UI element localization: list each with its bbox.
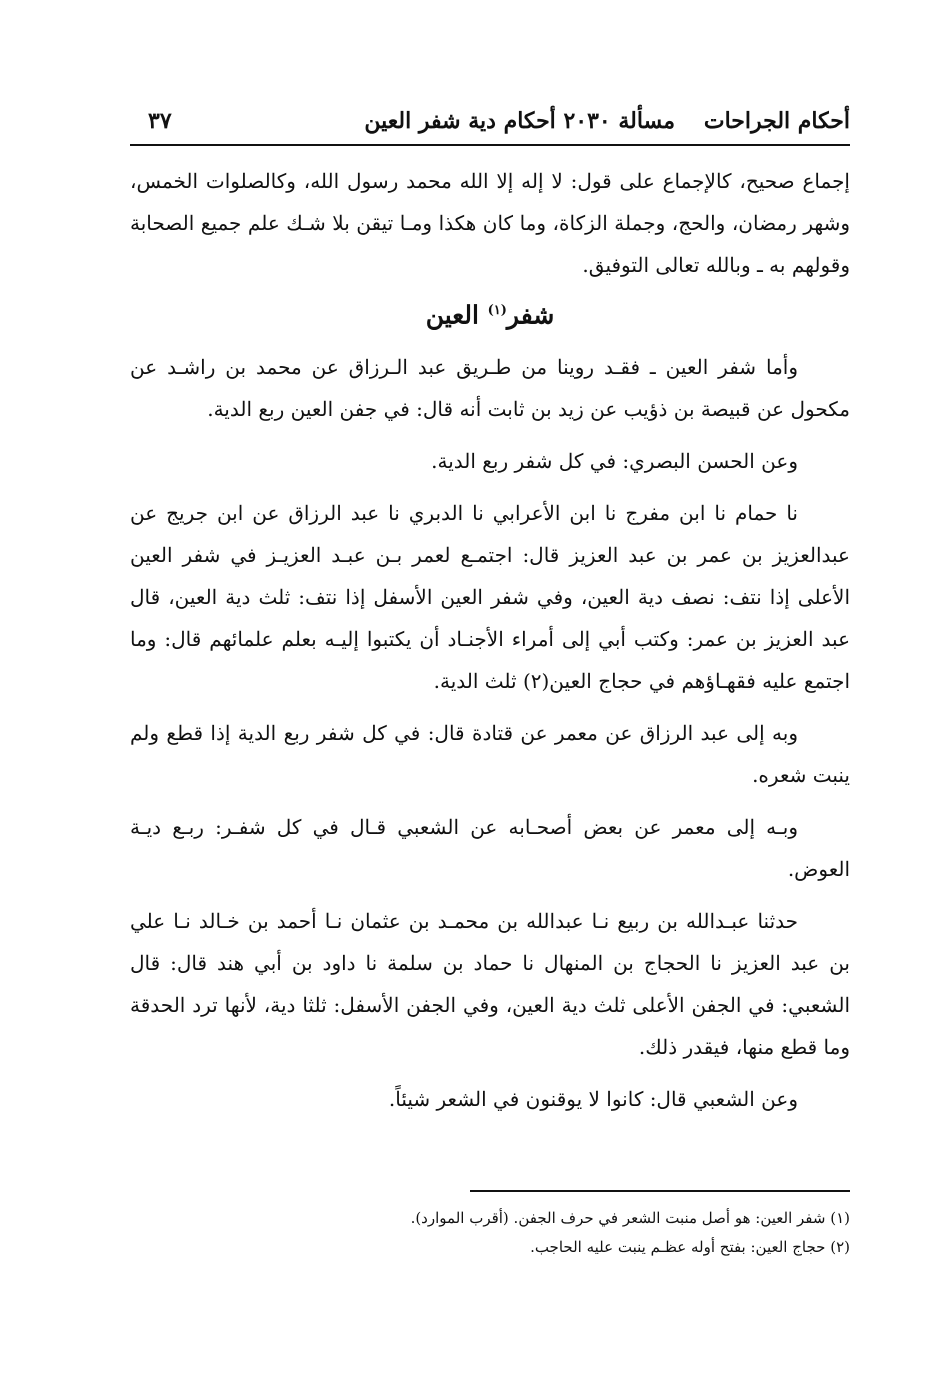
issue-title: مسألة ٢٠٣٠ أحكام دية شفر العين <box>364 108 675 134</box>
paragraph: وبه إلى عبد الرزاق عن معمر عن قتادة قال: في كل شفر ربع الدية إذا قطع ولم ينبت شعره. <box>130 721 850 788</box>
paragraph: إجماع صحيح، كالإجماع على قول: لا إله إلا الله محمد رسول الله، وكالصلوات الخمس، وشهر رمضان، والحج، وجملة الزكاة، وما كان هكذا ومـا تيقن بلا شـك علم جميع الصحابة وقولهم به ـ وبالله تعالى التوفيق. <box>130 169 850 277</box>
footnote-divider <box>470 1190 850 1192</box>
book-title: أحكام الجراحات <box>703 108 850 134</box>
footnote: (١) شفر العين: هو أصل منبت الشعر في حرف الجفن. (أقرب الموارد). <box>410 1209 850 1227</box>
paragraph: وأما شفر العين ـ فقـد روينا من طـريق عبد الـرزاق عن محمد بن راشـد عن مكحول عن قبيصة بن ذؤيب عن زيد بن ثابت أنه قال: في جفن العين ربع الدية. <box>130 355 850 422</box>
paragraph: وعن الحسن البصري: في كل شفر ربع الدية. <box>431 449 798 474</box>
footnote: (٢) حجاج العين: بفتح أوله عظـم ينبت عليه الحاجب. <box>530 1238 850 1256</box>
paragraph: نا حمام نا ابن مفرج نا ابن الأعرابي نا الدبري نا عبد الرزاق عن ابن جريج عن عبدالعزيز بن عمر بن عبد العزيز قال: اجتمـع لعمر بـن عبـد العزيـز في شفر العين الأعلى إذا نتف: نصف دية العين، وفي شفر العين الأسفل إذا نتف: ثلث دية العين، قال عبد العزيز بن عمر: وكتب أبي إلى أمراء الأجنـاد أن يكتبوا إليـه بعلم علمائهم قال: وما اجتمع عليه فقهـاؤهم في حجاج العين(٢) ثلث الدية. <box>130 501 850 694</box>
paragraph: حدثنا عبـدالله بن ربيع نـا عبدالله بن محمـد بن عثمان نـا أحمد بن خـالد نـا علي بن عبد العزيز نا الحجاج بن المنهال نا حماد بن سلمة نا داود بن أبي هند قال: قال الشعبي: في الجفن الأعلى ثلث دية العين، وفي الجفن الأسفل: ثلثا دية، لأنها ترد الحدقة وما قطع منها، فيقدر ذلك. <box>130 909 850 1060</box>
section-heading <box>130 290 850 336</box>
main-text <box>130 160 850 1120</box>
footnotes <box>130 1204 850 1262</box>
section-heading-part1: شفر <box>506 300 555 330</box>
paragraph: وبـه إلى معمر عن بعض أصحـابه عن الشعبي قـال في كل شفـر: ربـع ديـة العوض. <box>130 815 850 882</box>
footnote-ref-1: (١) <box>487 303 507 318</box>
running-header <box>130 100 850 146</box>
page-number: ٣٧ <box>148 108 172 134</box>
section-heading-part2: العين <box>425 300 488 330</box>
paragraph: وعن الشعبي قال: كانوا لا يوقنون في الشعر شيئاً. <box>388 1087 798 1112</box>
